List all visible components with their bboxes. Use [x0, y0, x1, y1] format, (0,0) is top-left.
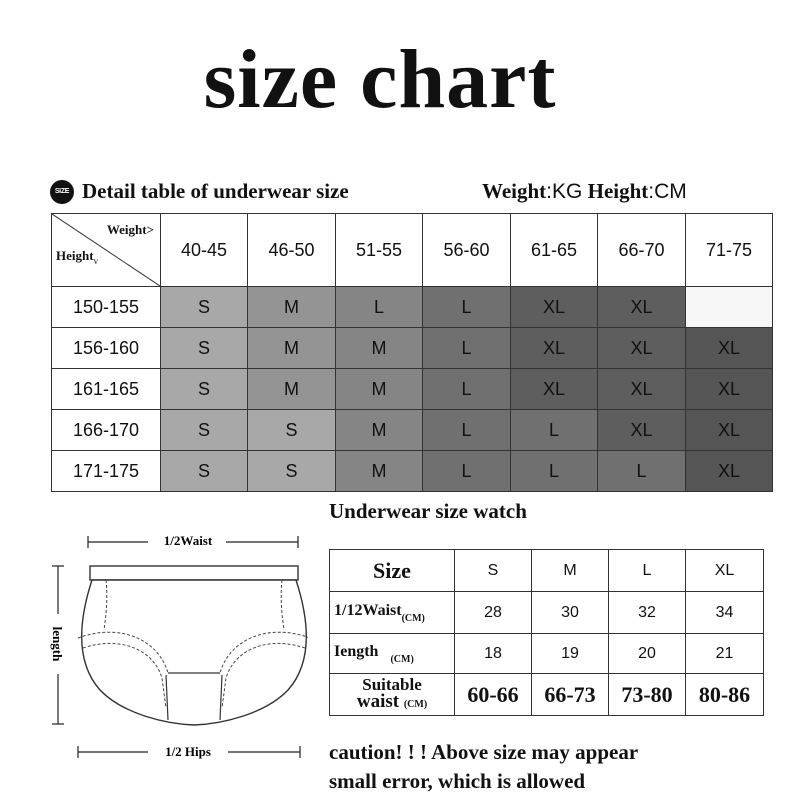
size-cell: M [248, 328, 336, 369]
height-cell: 166-170 [52, 410, 161, 451]
detail-table-title: Detail table of underwear size [82, 179, 349, 203]
waist-value: 28 [455, 592, 532, 634]
size-cell: M [248, 287, 336, 328]
table-row [52, 328, 773, 369]
weight-header: 51-55 [336, 214, 423, 287]
size-cell: L [511, 410, 598, 451]
height-cell: 150-155 [52, 287, 161, 328]
suitable-waist-value: 73-80 [609, 674, 686, 716]
size-table [51, 213, 773, 492]
units-legend [482, 176, 687, 207]
size-cell: M [336, 451, 423, 492]
size-cell: XL [686, 451, 773, 492]
waist-unit: (CM) [401, 612, 425, 624]
size-label-cell: Size [330, 550, 455, 592]
length-value: 18 [455, 634, 532, 674]
suitable-waist-value: 66-73 [532, 674, 609, 716]
section-header [48, 176, 768, 206]
suitable-unit: (CM) [403, 699, 428, 710]
size-cell: M [336, 410, 423, 451]
size-cell: XL [598, 328, 686, 369]
size-cell: L [423, 369, 511, 410]
length-label-cell: Iength $_{(CM)}$ [330, 634, 455, 674]
hips-dimension-label: 1/2 Hips [165, 744, 211, 759]
size-cell: M [336, 369, 423, 410]
length-value: 21 [686, 634, 764, 674]
caution-note [329, 738, 638, 796]
page-title: size chart [203, 33, 557, 126]
suitable-waist-label-cell [330, 674, 455, 716]
height-unit-label: Height [587, 179, 649, 203]
corner-weight-label: Weight> [106, 222, 154, 237]
suitable-waist-value: 60-66 [455, 674, 532, 716]
size-cell: S [161, 451, 248, 492]
size-cell: M [336, 328, 423, 369]
table-row [330, 550, 764, 592]
waist-value: 34 [686, 592, 764, 634]
suitable-label-line1: Suitable [362, 675, 422, 694]
length-unit: (CM) [390, 653, 414, 665]
watch-title: Underwear size watch [329, 499, 527, 523]
table-row [52, 451, 773, 492]
table-row [52, 410, 773, 451]
size-cell: XL [511, 369, 598, 410]
size-cell: S [161, 328, 248, 369]
size-cell: L [423, 287, 511, 328]
height-cell: 156-160 [52, 328, 161, 369]
size-cell: L [423, 410, 511, 451]
height-cell: 161-165 [52, 369, 161, 410]
size-cell: M [248, 369, 336, 410]
size-cell: L [598, 451, 686, 492]
size-header: M [532, 550, 609, 592]
size-cell: XL [511, 328, 598, 369]
waist-value: 30 [532, 592, 609, 634]
size-cell: XL [598, 369, 686, 410]
size-cell [686, 287, 773, 328]
caution-line-1: caution! ! ! Above size may appear [329, 740, 639, 764]
length-dimension-label: length [50, 626, 65, 662]
length-value: 19 [532, 634, 609, 674]
size-cell: S [161, 369, 248, 410]
weight-header: 66-70 [598, 214, 686, 287]
height-unit-sep: : [648, 180, 655, 203]
size-header: L [609, 550, 686, 592]
table-row [52, 287, 773, 328]
suitable-label-line2: waist [356, 691, 400, 712]
table-row [330, 634, 764, 674]
length-value: 20 [609, 634, 686, 674]
size-cell: L [336, 287, 423, 328]
size-cell: L [423, 328, 511, 369]
table-row [330, 592, 764, 634]
size-table-header-row [52, 214, 773, 287]
size-cell: S [161, 410, 248, 451]
waist-value: 32 [609, 592, 686, 634]
corner-height-arrow-icon: v [93, 256, 99, 266]
waist-label-cell: 1/12Waist$_{(CM)}$ [330, 592, 455, 634]
table-row [52, 369, 773, 410]
size-cell: XL [598, 410, 686, 451]
table-row [330, 674, 764, 716]
weight-header: 46-50 [248, 214, 336, 287]
weight-header: 56-60 [423, 214, 511, 287]
size-cell: L [511, 451, 598, 492]
size-header: S [455, 550, 532, 592]
size-cell: XL [686, 369, 773, 410]
corner-cell [52, 214, 161, 287]
height-unit: CM [654, 180, 687, 203]
size-cell: XL [686, 410, 773, 451]
size-cell: S [161, 287, 248, 328]
size-cell: XL [511, 287, 598, 328]
weight-header: 40-45 [161, 214, 248, 287]
weight-header: 61-65 [511, 214, 598, 287]
size-watch-table [329, 549, 764, 716]
size-cell: XL [598, 287, 686, 328]
underwear-outline [82, 566, 307, 725]
corner-weight-arrow-icon: > [146, 222, 154, 237]
size-badge-icon: SIZE [50, 180, 74, 204]
size-header: XL [686, 550, 764, 592]
corner-height-label: Height$_v$ [56, 248, 99, 266]
underwear-diagram [48, 528, 308, 768]
height-cell: 171-175 [52, 451, 161, 492]
size-cell: L [423, 451, 511, 492]
weight-unit: KG [552, 180, 583, 203]
weight-unit-sep: : [546, 180, 553, 203]
caution-line-2: small error, which is allowed [329, 769, 586, 793]
waist-dimension-label: 1/2Waist [163, 533, 213, 548]
size-cell: XL [686, 328, 773, 369]
size-cell: S [248, 410, 336, 451]
suitable-waist-value: 80-86 [686, 674, 764, 716]
weight-header: 71-75 [686, 214, 773, 287]
size-cell: S [248, 451, 336, 492]
weight-unit-label: Weight [482, 179, 547, 203]
